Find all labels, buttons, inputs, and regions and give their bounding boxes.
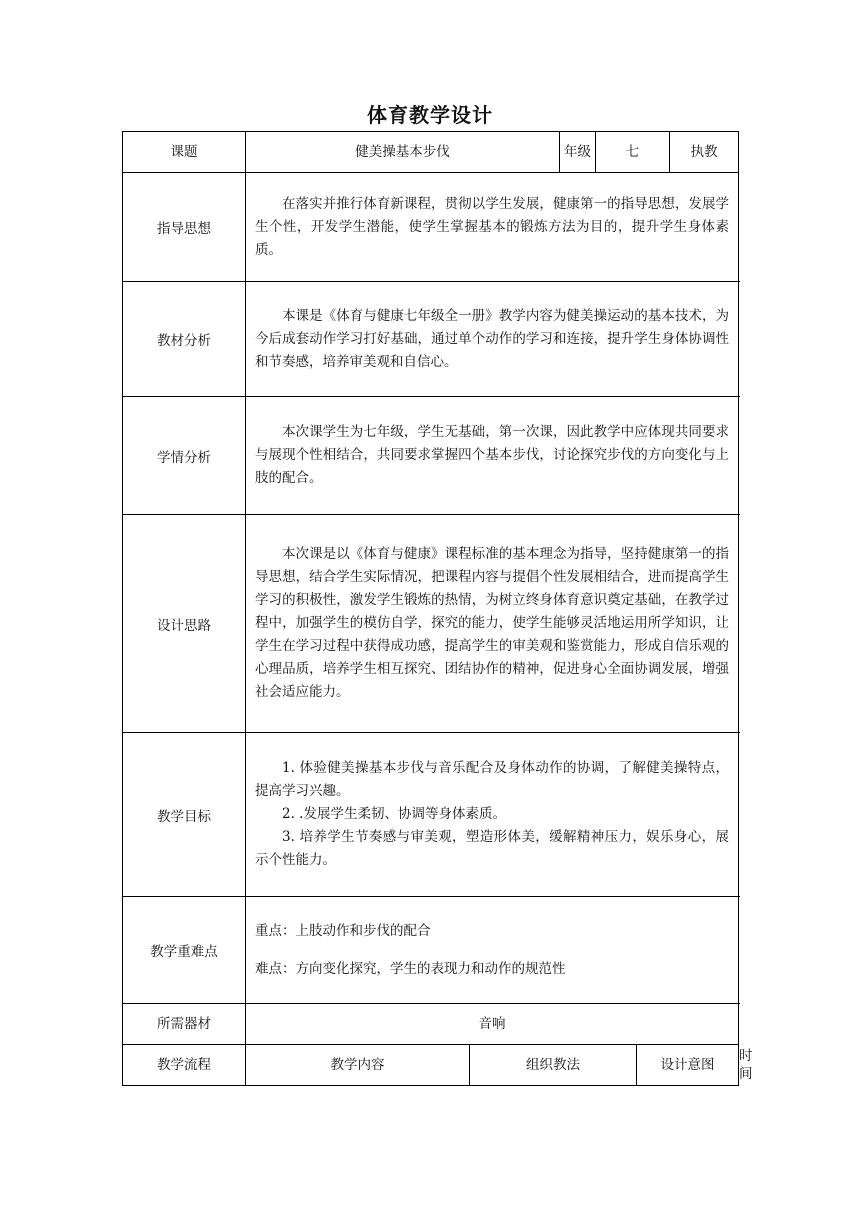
process-column-method: 组织教法 (470, 1045, 637, 1086)
goals-row (123, 733, 739, 897)
section-label: 学情分析 (123, 397, 246, 515)
equipment-value: 音响 (246, 1004, 739, 1045)
goal-item: 2. .发展学生柔韧、协调等身体素质。 (282, 806, 506, 822)
section-content (246, 397, 739, 515)
section-label: 设计思路 (123, 515, 246, 733)
goal-item: 3. 培养学生节奏感与审美观，塑造形体美，缓解精神压力，娱乐身心，展示个性能力。 (255, 829, 730, 868)
topic-label: 课题 (123, 132, 246, 173)
section-label: 教材分析 (123, 282, 246, 397)
key-points-content (246, 897, 739, 1004)
section-text: 本次课学生为七年级，学生无基础，第一次课，因此教学中应体现共同要求与展现个性相结合，共同要求掌握四个基本步伐，讨论探究步伐的方向变化与上肢的配合。 (255, 424, 730, 486)
section-text: 本课是《体育与健康七年级全一册》教学内容为健美操运动的基本技术，为今后成套动作学习打好基础，通过单个动作的学习和连接，提升学生身体协调性和节奏感，培养审美观和自信心。 (255, 307, 730, 370)
section-row-guiding (123, 173, 739, 282)
equipment-label: 所需器材 (123, 1004, 246, 1045)
goals-label: 教学目标 (123, 733, 246, 897)
goals-content (246, 733, 739, 897)
section-label: 指导思想 (123, 173, 246, 282)
section-content (246, 515, 739, 733)
section-row-material (123, 282, 739, 397)
process-label: 教学流程 (123, 1045, 246, 1086)
difficulty-text: 难点：方向变化探究，学生的表现力和动作的规范性 (255, 961, 566, 977)
key-points-label: 教学重难点 (123, 897, 246, 1004)
section-content (246, 173, 739, 282)
grade-label: 年级 (560, 132, 596, 173)
section-text: 本次课是以《体育与健康》课程标准的基本理念为指导，坚持健康第一的指导思想，结合学生实际情况，把课程内容与提倡个性发展相结合，进而提高学生学习的积极性，激发学生锻炼的热情，为树立终身体育意识奠定基础，在教学过程中，加强学生的模仿自学，探究的能力，使学生能够灵活地运用所学知识，让学生在学习过程中获得成功感，提高学生的审美观和鉴赏能力，形成自信乐观的心理品质，培养学生相互探究、团结协作的精神，促进身心全面协调发展，增强社会适应能力。 (255, 546, 730, 700)
equipment-row (123, 1004, 739, 1045)
process-column-content: 教学内容 (246, 1045, 470, 1086)
header-row (123, 132, 739, 173)
key-point-text: 重点：上肢动作和步伐的配合 (255, 923, 431, 939)
process-column-intent: 设计意图 (637, 1045, 739, 1086)
key-points-row (123, 897, 739, 1004)
section-content (246, 282, 739, 397)
section-text: 在落实并推行体育新课程，贯彻以学生发展，健康第一的指导思想，发展学生个性，开发学生潜能，使学生掌握基本的锻炼方法为目的，提升学生身体素质。 (255, 195, 730, 258)
page-title: 体育教学设计 (367, 103, 493, 127)
topic-value: 健美操基本步伐 (246, 132, 560, 173)
process-header-row: 教学流程 教学内容 组织教法 设计意图 时间 (123, 1045, 739, 1086)
goal-item: 1. 体验健美操基本步伐与音乐配合及身体动作的协调，了解健美操特点，提高学习兴趣。 (255, 760, 730, 799)
section-row-design (123, 515, 739, 733)
section-row-student (123, 397, 739, 515)
teacher-label: 执教 (670, 132, 739, 173)
grade-value: 七 (596, 132, 670, 173)
lesson-plan-table (122, 131, 753, 1086)
